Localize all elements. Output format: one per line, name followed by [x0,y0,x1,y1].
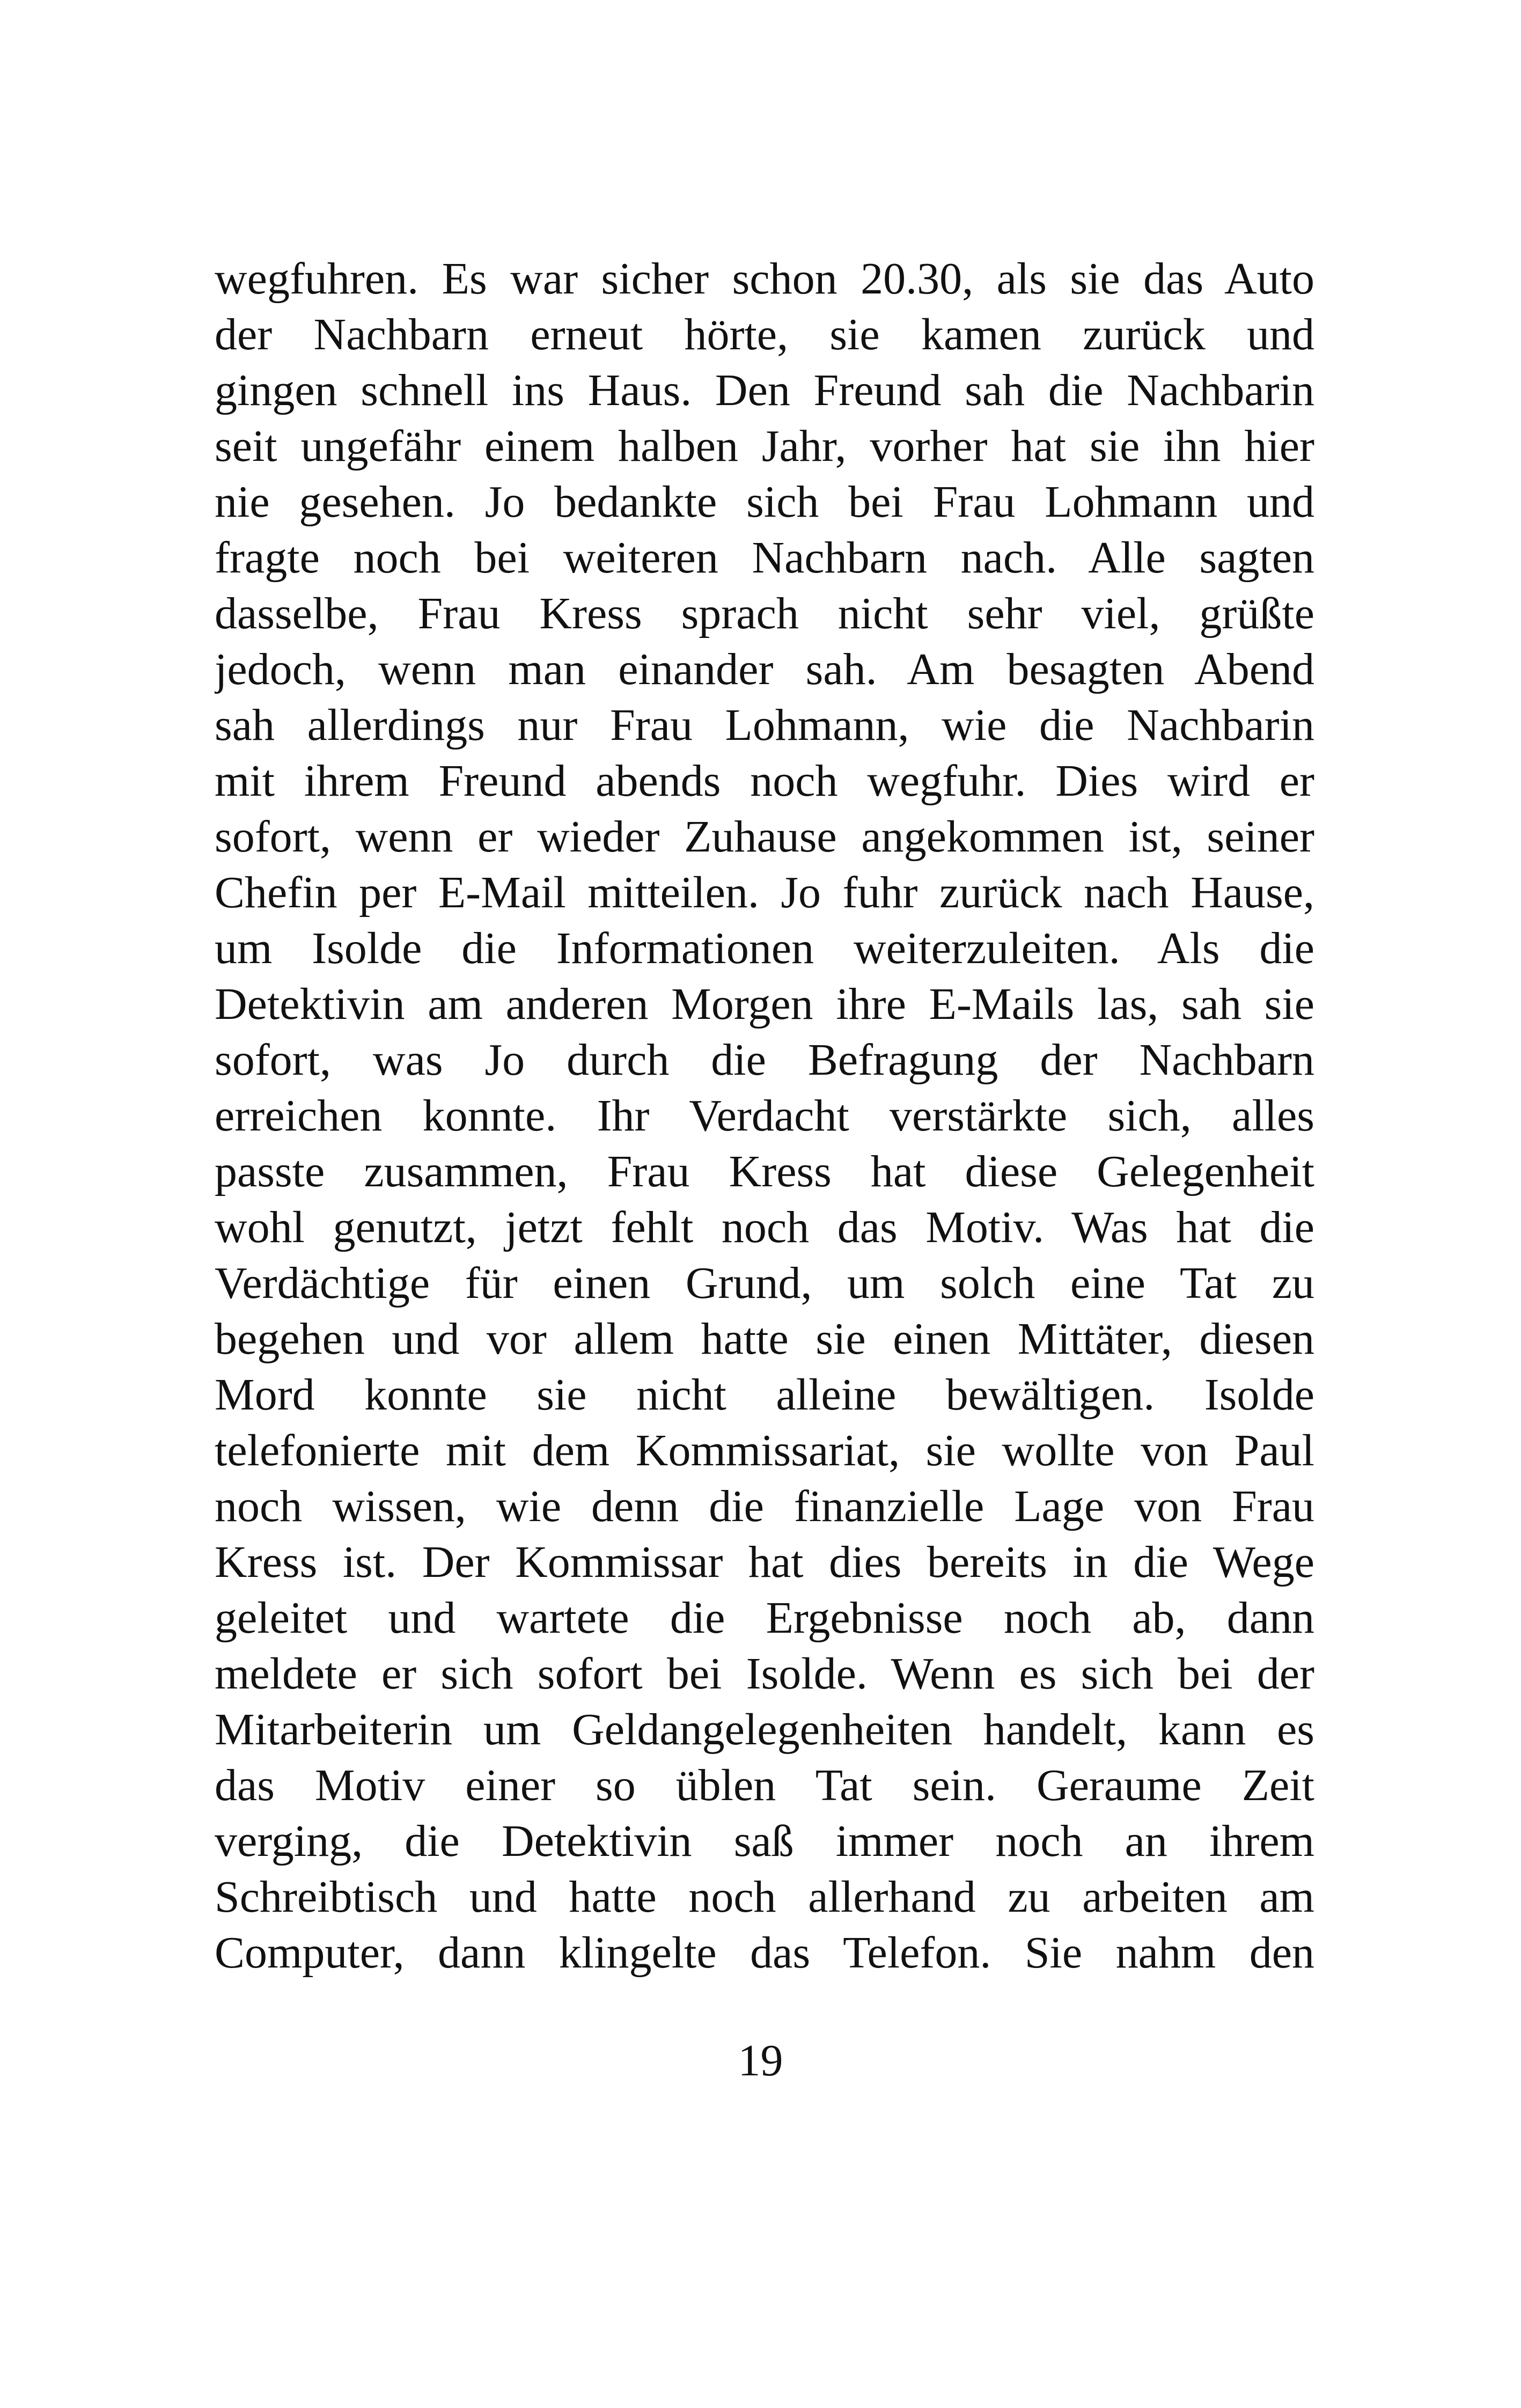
text-line: verging, die Detektivin saß immer noch an ihrem [215,1816,1314,1866]
text-line: der Nachbarn erneut hörte, sie kamen zurück und [215,310,1314,359]
text-line: sah allerdings nur Frau Lohmann, wie die Nachbarin [215,700,1314,750]
text-line: Verdächtige für einen Grund, um solch eine Tat zu [215,1258,1314,1308]
text-line: Chefin per E-Mail mitteilen. Jo fuhr zurück nach Hause, [215,868,1314,917]
text-line: jedoch, wenn man einander sah. Am besagten Abend [215,644,1314,694]
text-line: passte zusammen, Frau Kress hat diese Gelegenheit [215,1147,1314,1196]
text-line: Mord konnte sie nicht alleine bewältigen. Isolde [215,1370,1314,1420]
text-line: begehen und vor allem hatte sie einen Mittäter, diesen [215,1314,1314,1364]
text-line: geleitet und wartete die Ergebnisse noch ab, dann [215,1593,1314,1643]
text-line: sofort, wenn er wieder Zuhause angekommen ist, seiner [215,812,1314,862]
text-line: meldete er sich sofort bei Isolde. Wenn es sich bei der [215,1649,1314,1699]
text-line: telefonierte mit dem Kommissariat, sie wollte von Paul [215,1426,1314,1475]
text-line: sofort, was Jo durch die Befragung der Nachbarn [215,1035,1314,1085]
text-line: gingen schnell ins Haus. Den Freund sah die Nachbarin [215,365,1314,415]
text-line: Detektivin am anderen Morgen ihre E-Mails las, sah sie [215,979,1314,1029]
text-line: erreichen konnte. Ihr Verdacht verstärkte sich, alles [215,1091,1314,1141]
text-line: wegfuhren. Es war sicher schon 20.30, als sie das Auto [215,254,1314,304]
text-line: Mitarbeiterin um Geldangelegenheiten handelt, kann es [215,1705,1314,1754]
text-line: Schreibtisch und hatte noch allerhand zu arbeiten am [215,1872,1314,1922]
text-line: wohl genutzt, jetzt fehlt noch das Motiv. Was hat die [215,1202,1314,1252]
text-line: um Isolde die Informationen weiterzuleiten. Als die [215,923,1314,973]
text-line: mit ihrem Freund abends noch wegfuhr. Dies wird er [215,756,1314,806]
text-line: das Motiv einer so üblen Tat sein. Geraume Zeit [215,1760,1314,1810]
text-line: noch wissen, wie denn die finanzielle Lage von Frau [215,1481,1314,1531]
text-line: dasselbe, Frau Kress sprach nicht sehr viel, grüßte [215,589,1314,638]
text-line: fragte noch bei weiteren Nachbarn nach. Alle sagten [215,533,1314,583]
body-text [215,251,1314,1981]
text-line: Computer, dann klingelte das Telefon. Sie nahm den [215,1928,1314,1978]
text-line: Kress ist. Der Kommissar hat dies bereits in die Wege [215,1537,1314,1587]
page-number: 19 [738,2036,783,2086]
text-line: nie gesehen. Jo bedankte sich bei Frau Lohmann und [215,477,1314,527]
text-line: seit ungefähr einem halben Jahr, vorher hat sie ihn hier [215,421,1314,471]
